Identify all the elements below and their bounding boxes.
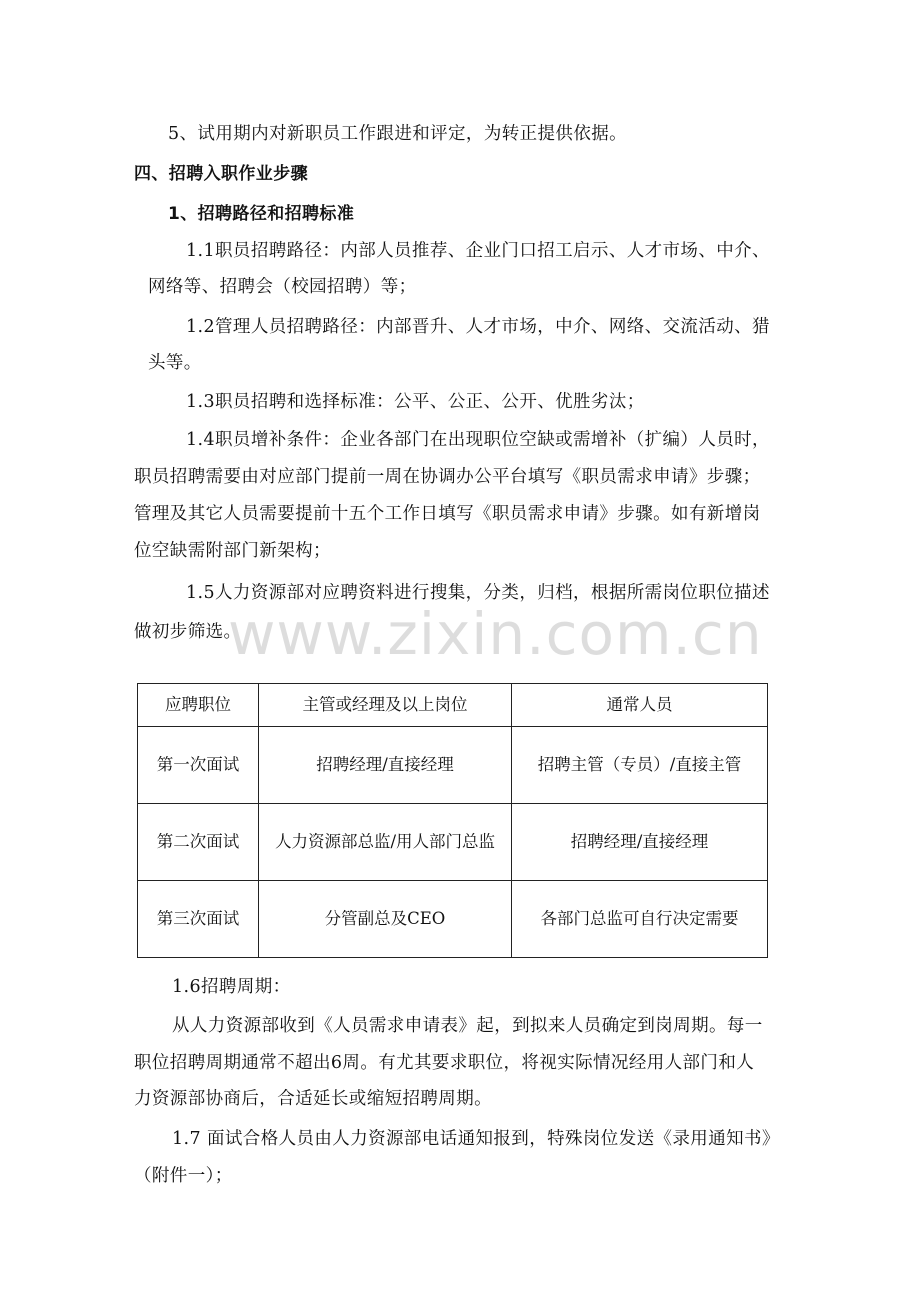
table-cell-general: 招聘主管（专员）/直接主管 (512, 727, 768, 804)
subsection-heading-recruitment-path: 1、招聘路径和招聘标准 (168, 204, 355, 224)
table-cell-stage: 第一次面试 (138, 727, 259, 804)
table-cell-manager: 招聘经理/直接经理 (259, 727, 512, 804)
interview-stages-table (137, 683, 768, 958)
paragraph-1-6-line-1: 从人力资源部收到《人员需求申请表》起，到拟来人员确定到岗周期。每一 (172, 1016, 763, 1036)
paragraph-1-4-line-3: 管理及其它人员需要提前十五个工作日填写《职员需求申请》步骤。如有新增岗 (134, 504, 761, 524)
paragraph-1-2-line-1: 1.2管理人员招聘路径：内部晋升、人才市场，中介、网络、交流活动、猎 (186, 317, 770, 337)
paragraph-1-5-line-2: 做初步筛选。 (134, 622, 242, 642)
paragraph-1-1-line-2: 网络等、招聘会（校园招聘）等； (148, 277, 417, 297)
paragraph-1-5-line-1: 1.5人力资源部对应聘资料进行搜集，分类，归档，根据所需岗位职位描述 (186, 583, 770, 603)
table-header-cell: 应聘职位 (138, 684, 259, 727)
paragraph-1-6-line-2: 职位招聘周期通常不超出6周。有尤其要求职位，将视实际情况经用人部门和人 (134, 1053, 755, 1073)
paragraph-1-4-line-2: 职员招聘需要由对应部门提前一周在协调办公平台填写《职员需求申请》步骤； (134, 467, 761, 487)
table-row (138, 727, 768, 804)
paragraph-1-3: 1.3职员招聘和选择标准：公平、公正、公开、优胜劣汰； (186, 392, 645, 412)
table-row (138, 881, 768, 958)
paragraph-1-6: 1.6招聘周期： (172, 977, 291, 997)
table-cell-stage: 第三次面试 (138, 881, 259, 958)
paragraph-1-7-line-2: （附件一）； (134, 1166, 233, 1186)
table-header-row (138, 684, 768, 727)
table-cell-general: 招聘经理/直接经理 (512, 804, 768, 881)
watermark: www.zixin.com.cn (228, 600, 763, 668)
table-row (138, 804, 768, 881)
section-heading-recruitment-steps: 四、招聘入职作业步骤 (134, 164, 308, 184)
table-header-cell: 主管或经理及以上岗位 (259, 684, 512, 727)
table-cell-manager: 人力资源部总监/用人部门总监 (259, 804, 512, 881)
table-cell-stage: 第二次面试 (138, 804, 259, 881)
paragraph-1-2-line-2: 头等。 (148, 353, 202, 373)
table-cell-manager: 分管副总及CEO (259, 881, 512, 958)
paragraph-probation-followup: 5、试用期内对新职员工作跟进和评定，为转正提供依据。 (168, 124, 628, 144)
table-cell-general: 各部门总监可自行决定需要 (512, 881, 768, 958)
paragraph-1-1-line-1: 1.1职员招聘路径：内部人员推荐、企业门口招工启示、人才市场、中介、 (186, 241, 770, 261)
paragraph-1-6-line-3: 力资源部协商后，合适延长或缩短招聘周期。 (134, 1089, 492, 1109)
paragraph-1-4-line-4: 位空缺需附部门新架构； (134, 541, 331, 561)
paragraph-1-4-line-1: 1.4职员增补条件：企业各部门在出现职位空缺或需增补（扩编）人员时， (186, 430, 770, 450)
table-header-cell: 通常人员 (512, 684, 768, 727)
paragraph-1-7-line-1: 1.7 面试合格人员由人力资源部电话通知报到，特殊岗位发送《录用通知书》 (172, 1129, 780, 1149)
